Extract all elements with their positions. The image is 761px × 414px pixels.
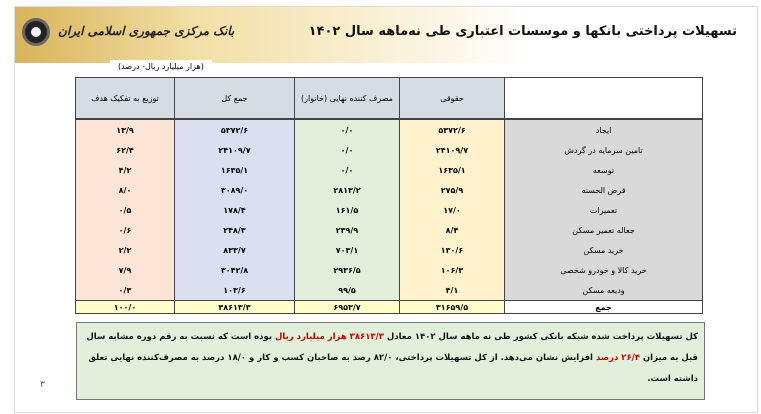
cell-consumer: ۰/۰: [295, 160, 400, 180]
table-row: [76, 280, 703, 301]
table-header-row: [76, 78, 703, 120]
total-cell-legal: ۳۱۶۵۹/۵: [400, 301, 505, 314]
summary-note: [76, 322, 705, 400]
cell-share: ۷/۹: [76, 260, 175, 280]
cell-label: تعمیرات: [505, 200, 703, 220]
cell-label: ایجاد: [505, 119, 703, 140]
note-text-1: کل تسهیلات پرداخت شده شبکه بانکی کشور طی نه ماهه سال ۱۴۰۲ معادل: [383, 332, 698, 342]
cell-consumer: ۱۶۱/۵: [295, 200, 400, 220]
cell-label: جعاله تعمیر مسکن: [505, 220, 703, 240]
cell-legal: ۱۳۰/۶: [400, 240, 505, 260]
cell-label: خرید کالا و خودرو شخصی: [505, 260, 703, 280]
cell-total: ۱۰۳/۶: [175, 280, 295, 301]
note-highlight-percent: ۲۶/۴ درصد: [595, 353, 640, 363]
cell-total: ۸۳۳/۷: [175, 240, 295, 260]
cell-share: ۲/۲: [76, 240, 175, 260]
cell-legal: ۱۰۶/۳: [400, 260, 505, 280]
cell-share: ۱۳/۹: [76, 119, 175, 140]
table-row: [76, 160, 703, 180]
header-legal: حقوقی: [400, 78, 505, 120]
bank-logo-icon: [22, 18, 50, 46]
cell-consumer: ۰/۰: [295, 119, 400, 140]
page-title: تسهیلات پرداختی بانکها و موسسات اعتباری طی نه‌ماهه سال ۱۴۰۲: [308, 24, 737, 39]
cell-label: ودیعه مسکن: [505, 280, 703, 301]
total-row: [76, 301, 703, 314]
table-row: [76, 220, 703, 240]
cell-legal: ۴/۱: [400, 280, 505, 301]
cell-consumer: ۷۰۳/۱: [295, 240, 400, 260]
note-text-2: بوده است که نسبت به رقم دوره مشابه سال قبل به میزان: [86, 332, 698, 363]
cell-legal: ۲۴۱۰۹/۷: [400, 140, 505, 160]
cell-label: تامین سرمایه در گردش: [505, 140, 703, 160]
cell-total: ۱۷۸/۴: [175, 200, 295, 220]
cell-consumer: ۲۳۹/۹: [295, 220, 400, 240]
unit-label: (هزار میلیارد ریال- درصد): [110, 60, 212, 73]
cell-legal: ۲۷۵/۹: [400, 180, 505, 200]
total-cell-label: جمع: [505, 301, 703, 314]
total-cell-share: ۱۰۰/۰: [76, 301, 175, 314]
cell-label: قرض الحسنه: [505, 180, 703, 200]
header-share: توزیع به تفکیک هدف: [76, 78, 175, 120]
total-cell-total: ۳۸۶۱۳/۳: [175, 301, 295, 314]
note-text-3: افزایش نشان می‌دهد. از کل تسهیلات پرداختی، ۸۲/۰ رصد به صاحبان کسب و کار و ۱۸/۰ درصد به مصرف‌کننده نهایی تعلق داشته است.: [88, 353, 698, 384]
cell-legal: ۵۳۷۲/۶: [400, 119, 505, 140]
cell-total: ۵۳۷۲/۶: [175, 119, 295, 140]
cell-share: ۰/۶: [76, 220, 175, 240]
cell-total: ۱۶۳۵/۱: [175, 160, 295, 180]
cell-consumer: ۹۹/۵: [295, 280, 400, 301]
cell-legal: ۱۶۳۵/۱: [400, 160, 505, 180]
facilities-table: [75, 77, 703, 314]
cell-share: ۶۲/۴: [76, 140, 175, 160]
note-highlight-amount: ۳۸۶۱۳/۳ هزار میلیارد ریال: [275, 332, 384, 342]
bank-name: بانک مرکزی جمهوری اسلامی ایران: [58, 24, 235, 38]
cell-total: ۲۴۸/۳: [175, 220, 295, 240]
cell-legal: ۱۷/۰: [400, 200, 505, 220]
cell-total: ۲۴۱۰۹/۷: [175, 140, 295, 160]
table-row: [76, 180, 703, 200]
cell-label: خرید مسکن: [505, 240, 703, 260]
cell-share: ۰/۵: [76, 200, 175, 220]
cell-label: توسعه: [505, 160, 703, 180]
cell-share: ۰/۳: [76, 280, 175, 301]
table-row: [76, 240, 703, 260]
cell-consumer: ۲۸۱۳/۲: [295, 180, 400, 200]
cell-total: ۳۰۴۲/۸: [175, 260, 295, 280]
table-row: [76, 200, 703, 220]
cell-share: ۴/۲: [76, 160, 175, 180]
cell-legal: ۸/۴: [400, 220, 505, 240]
cell-total: ۳۰۸۹/۰: [175, 180, 295, 200]
header-consumer: مصرف کننده نهایی (خانوار): [295, 78, 400, 120]
total-cell-consumer: ۶۹۵۳/۷: [295, 301, 400, 314]
header-total: جمع کل: [175, 78, 295, 120]
cell-consumer: ۲۹۳۶/۵: [295, 260, 400, 280]
page-number: ۳: [40, 380, 45, 390]
cell-share: ۸/۰: [76, 180, 175, 200]
table-row: [76, 140, 703, 160]
table-row: [76, 119, 703, 140]
header-blank: [505, 78, 703, 120]
cell-consumer: ۰/۰: [295, 140, 400, 160]
table-row: [76, 260, 703, 280]
